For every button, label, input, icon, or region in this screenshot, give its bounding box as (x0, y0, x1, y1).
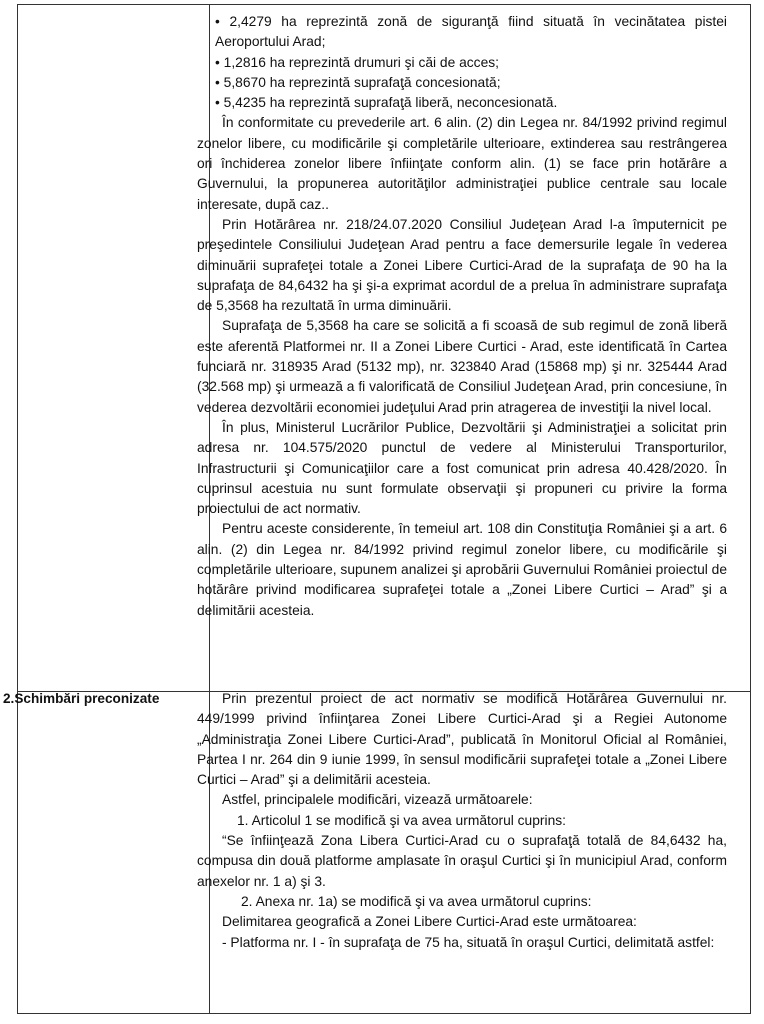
paragraph: - Platforma nr. I - în suprafaţa de 75 ha, situată în oraşul Curtici, delimitată astfel: (222, 934, 715, 950)
paragraph: Prin Hotărârea nr. 218/24.07.2020 Consiliul Judeţean Arad l-a împuternicit pe preşedintele Consiliului Judeţean Arad pentru a face demersurile legale în vederea diminuării suprafeţei totale a Zonei Libere Curtici-Arad de la suprafaţa de 90 ha la suprafaţa de 84,6432 ha şi şi-a exprimat acordul de a prelua în administrare suprafaţa de 5,3568 ha rezultată în urma diminuării. (197, 216, 727, 314)
numbered-item: 2. Anexa nr. 1a) se modifică şi va avea următorul cuprins: (241, 893, 592, 909)
bullet-item: • 1,2816 ha reprezintă drumuri şi căi de acces; (215, 54, 499, 70)
row2-content (197, 689, 727, 953)
bullet-item: • 2,4279 ha reprezintă zonă de siguranţă fiind situată în vecinătatea pistei Aeroportului Arad; (215, 14, 727, 50)
paragraph: Delimitarea geografică a Zonei Libere Curtici-Arad este următoarea: (222, 914, 637, 930)
quoted-paragraph: “Se înfiinţează Zona Libera Curtici-Arad cu o suprafaţă totală de 84,6432 ha, compusa din două platforme amplasate în oraşul Curtici şi în municipiul Arad, conform anexelor nr. 1 a) şi 3. (197, 833, 727, 889)
row1-content (197, 12, 727, 621)
numbered-item: 1. Articolul 1 se modifică şi va avea următorul cuprins: (237, 812, 566, 828)
bullet-item: • 5,4235 ha reprezintă suprafaţă liberă, neconcesionată. (215, 95, 558, 111)
paragraph: Suprafaţa de 5,3568 ha care se solicită a fi scoasă de sub regimul de zonă liberă este aferentă Platformei nr. II a Zonei Libere Curtici - Arad, este identificată în Cartea funciară nr. 318935 Arad (5132 mp), nr. 323840 Arad (15868 mp) şi nr. 325444 Arad (32.568 mp) şi urmează a fi valorificată de Consiliul Judeţean Arad, prin concesiune, în vederea dezvoltării economiei judeţului Arad prin atragerea de investiţii la nivel local. (197, 318, 727, 415)
section-heading: 2.Schimbări preconizate (3, 691, 160, 706)
paragraph: În conformitate cu prevederile art. 6 alin. (2) din Legea nr. 84/1992 privind regimul zonelor libere, cu modificările şi completările ulterioare, extinderea sau restrângerea ori închiderea zonelor libere înfiinţate conform alin. (1) se face prin hotărâre a Guvernului, la propunerea autorităţilor administraţiei publice centrale sau locale interesate, după caz.. (197, 115, 727, 212)
bullet-item: • 5,8670 ha reprezintă suprafaţă concesionată; (215, 74, 501, 90)
paragraph: În plus, Ministerul Lucrărilor Publice, Dezvoltării şi Administraţiei a solicitat prin adresa nr. 104.575/2020 punctul de vedere al Ministerului Transporturilor, Infrastructurii şi Comunicaţiilor care a fost comunicat prin adresa 40.428/2020. În cuprinsul acestuia nu sunt formulate observaţii şi propuneri cu privire la forma proiectului de act normativ. (197, 419, 727, 517)
paragraph: Astfel, principalele modificări, vizează următoarele: (222, 792, 533, 808)
paragraph: Prin prezentul proiect de act normativ se modifică Hotărârea Guvernului nr. 449/1999 privind înfiinţarea Zonei Libere Curtici-Arad şi a Regiei Autonome „Administraţia Zonei Libere Curtici-Arad”, publicată în Monitorul Oficial al României, Partea I nr. 264 din 9 iunie 1999, în sensul modificării suprafeţei totale a „Zonei Libere Curtici – Arad” şi a delimitării acesteia. (197, 691, 727, 788)
paragraph: Pentru aceste considerente, în temeiul art. 108 din Constituţia României şi a art. 6 alin. (2) din Legea nr. 84/1992 privind regimul zonelor libere, cu modificările şi completările ulterioare, supunem analizei şi aprobării Guvernului României proiectul de hotărâre privind modificarea suprafeţei totale a „Zonei Libere Curtici – Arad” şi a delimitării acesteia. (197, 521, 727, 618)
